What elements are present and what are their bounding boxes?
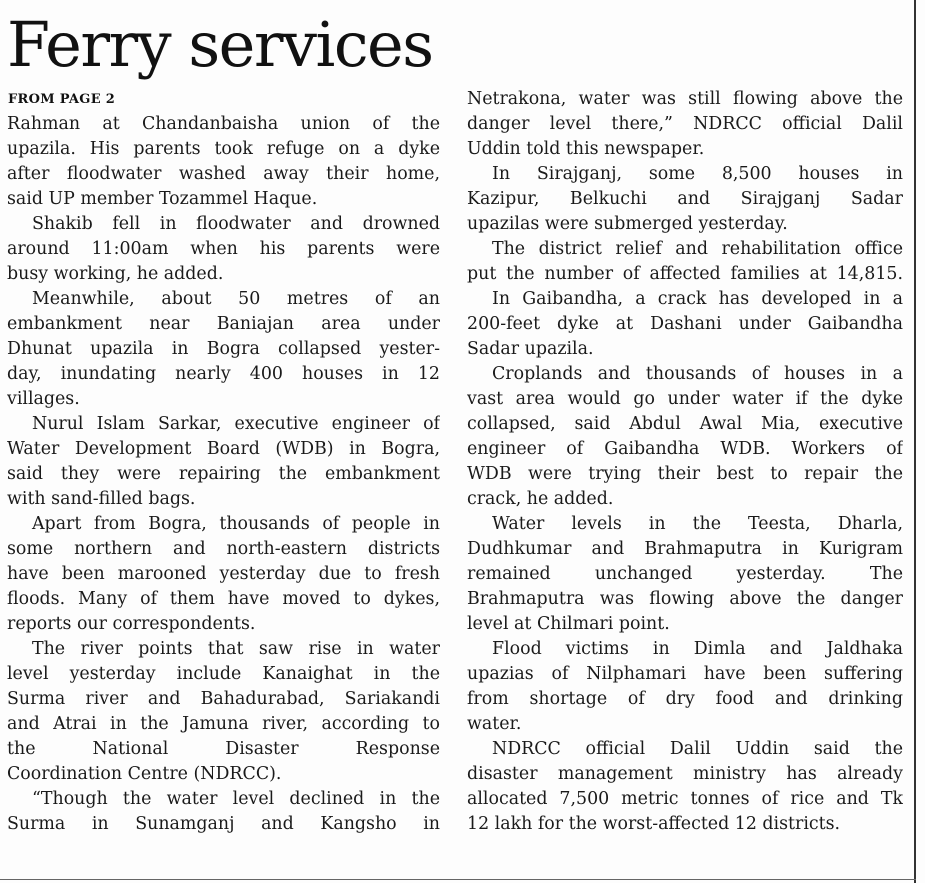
- text-line: level at Chilmari point.: [467, 614, 670, 634]
- text-line: Surma in Sunamganj and Kangsho in: [7, 814, 440, 834]
- text-line: day, inundating nearly 400 houses in 12: [7, 364, 440, 384]
- text-line: collapsed, said Abdul Awal Mia, executive: [467, 414, 903, 434]
- text-line: Water levels in the Teesta, Dharla,: [492, 514, 903, 534]
- text-line: Coordination Centre (NDRCC).: [7, 764, 282, 784]
- text-line: Flood victims in Dimla and Jaldhaka: [492, 639, 903, 659]
- text-line: upazila. His parents took refuge on a dyke: [7, 139, 440, 159]
- text-line: Apart from Bogra, thousands of people in: [32, 514, 440, 534]
- text-line: floods. Many of them have moved to dykes,: [7, 589, 440, 609]
- text-line: the National Disaster Response: [7, 739, 440, 759]
- headline: Ferry services: [7, 8, 433, 81]
- text-line: some northern and north-eastern districts: [7, 539, 440, 559]
- text-line: villages.: [7, 389, 80, 409]
- continued-from-label: FROM PAGE 2: [8, 92, 116, 107]
- text-line: have been marooned yesterday due to fresh: [7, 564, 440, 584]
- text-line: Kazipur, Belkuchi and Sirajganj Sadar: [467, 189, 903, 209]
- text-line: busy working, he added.: [7, 264, 224, 284]
- text-line: vast area would go under water if the dyke: [467, 389, 903, 409]
- text-line: Dhunat upazila in Bogra collapsed yester-: [7, 339, 440, 359]
- text-line: with sand-filled bags.: [7, 489, 196, 509]
- bottom-rule: [0, 879, 916, 880]
- text-line: Uddin told this newspaper.: [467, 139, 705, 159]
- column-rule: [914, 0, 916, 883]
- text-line: put the number of affected families at 14,815.: [467, 264, 903, 284]
- text-line: upazilas were submerged yesterday.: [467, 214, 788, 234]
- text-line: Sadar upazila.: [467, 339, 594, 359]
- text-line: upazias of Nilphamari have been suffering: [467, 664, 903, 684]
- text-line: said they were repairing the embankment: [7, 464, 440, 484]
- text-line: Shakib fell in floodwater and drowned: [32, 214, 440, 234]
- text-line: “Though the water level declined in the: [32, 789, 440, 809]
- text-line: reports our correspondents.: [7, 614, 256, 634]
- text-line: 200-feet dyke at Dashani under Gaibandha: [467, 314, 903, 334]
- text-line: Netrakona, water was still flowing above the: [467, 89, 903, 109]
- text-line: allocated 7,500 metric tonnes of rice and Tk: [467, 789, 903, 809]
- text-line: Rahman at Chandanbaisha union of the: [7, 114, 440, 134]
- text-line: The district relief and rehabilitation office: [492, 239, 903, 259]
- text-line: WDB were trying their best to repair the: [467, 464, 903, 484]
- text-line: Nurul Islam Sarkar, executive engineer of: [32, 414, 440, 434]
- article-column-right: [467, 87, 903, 837]
- text-line: embankment near Baniajan area under: [7, 314, 440, 334]
- text-line: Surma river and Bahadurabad, Sariakandi: [7, 689, 440, 709]
- text-line: water.: [467, 714, 522, 734]
- text-line: Croplands and thousands of houses in a: [492, 364, 903, 384]
- text-line: Water Development Board (WDB) in Bogra,: [7, 439, 440, 459]
- text-line: said UP member Tozammel Haque.: [7, 189, 318, 209]
- text-line: disaster management ministry has already: [467, 764, 903, 784]
- text-line: danger level there,” NDRCC official Dalil: [467, 114, 903, 134]
- text-line: Dudhkumar and Brahmaputra in Kurigram: [467, 539, 903, 559]
- text-line: Meanwhile, about 50 metres of an: [32, 289, 440, 309]
- text-line: In Sirajganj, some 8,500 houses in: [492, 164, 903, 184]
- text-line: level yesterday include Kanaighat in the: [7, 664, 440, 684]
- article-column-left: [7, 112, 440, 837]
- text-line: Brahmaputra was flowing above the danger: [467, 589, 903, 609]
- text-line: and Atrai in the Jamuna river, according to: [7, 714, 440, 734]
- text-line: The river points that saw rise in water: [32, 639, 440, 659]
- text-line: NDRCC official Dalil Uddin said the: [492, 739, 903, 759]
- text-line: around 11:00am when his parents were: [7, 239, 440, 259]
- text-line: remained unchanged yesterday. The: [467, 564, 903, 584]
- text-line: from shortage of dry food and drinking: [467, 689, 903, 709]
- text-line: engineer of Gaibandha WDB. Workers of: [467, 439, 903, 459]
- text-line: 12 lakh for the worst-affected 12 districts.: [467, 814, 841, 834]
- text-line: crack, he added.: [467, 489, 614, 509]
- text-line: after floodwater washed away their home,: [7, 164, 440, 184]
- text-line: In Gaibandha, a crack has developed in a: [492, 289, 903, 309]
